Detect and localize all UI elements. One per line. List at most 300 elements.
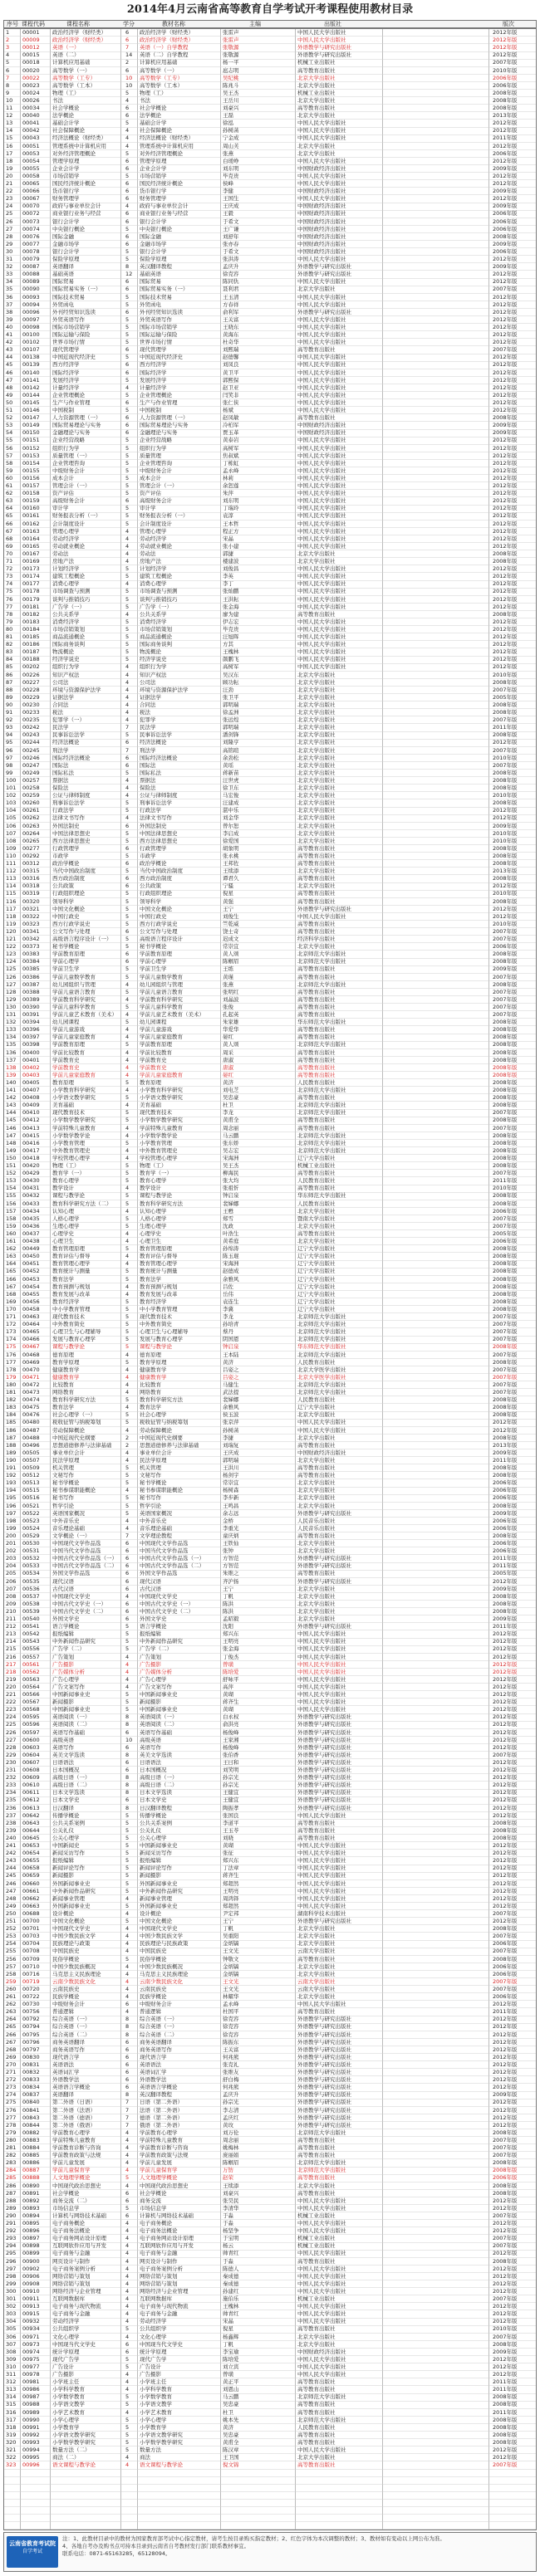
cell-code: 00537 bbox=[22, 1592, 40, 1600]
cell-publisher: 机械工业出版社 bbox=[297, 59, 336, 66]
cell-credit: 6 bbox=[125, 346, 130, 354]
cell-edition: 2012年版 bbox=[493, 51, 518, 59]
cell-credit: 6 bbox=[125, 951, 130, 958]
cell-course: 学前教育心理学 bbox=[52, 2129, 91, 2136]
logo-text-bottom: 自学考试 bbox=[22, 2549, 42, 2554]
cell-edition: 2008年版 bbox=[493, 1048, 518, 1056]
cell-editor: 郑雪 bbox=[223, 1215, 233, 1222]
cell-edition: 2012年版 bbox=[493, 361, 518, 369]
cell-credit: 4 bbox=[125, 1389, 130, 1396]
table-row bbox=[4, 2266, 536, 2273]
cell-code: 00318 bbox=[22, 882, 40, 890]
cell-code: 00076 bbox=[22, 232, 40, 240]
cell-code: 00183 bbox=[22, 618, 40, 625]
cell-credit: 6 bbox=[125, 1743, 130, 1751]
cell-editor: 马云鹏 bbox=[223, 2393, 239, 2401]
table-row bbox=[4, 2432, 536, 2439]
cell-book: 政治学概论 bbox=[140, 860, 167, 867]
cell-no: 26 bbox=[6, 218, 13, 225]
table-row bbox=[4, 1389, 536, 1396]
cell-no: 286 bbox=[6, 2182, 17, 2189]
cell-no: 65 bbox=[6, 512, 13, 520]
table-row bbox=[4, 672, 536, 679]
cell-code: 00989 bbox=[22, 2408, 40, 2416]
cell-code: 00469 bbox=[22, 1358, 40, 1366]
cell-no: 182 bbox=[6, 1396, 17, 1404]
cell-publisher: 中国人民大学出版社 bbox=[297, 565, 346, 573]
cell-no: 130 bbox=[6, 1003, 17, 1010]
cell-code: 00541 bbox=[22, 1623, 40, 1630]
cell-code: 00292 bbox=[22, 852, 40, 859]
cell-editor: 李冀 bbox=[223, 1305, 233, 1312]
cell-edition: 2008年版 bbox=[493, 776, 518, 784]
cell-book: 网络教育 bbox=[140, 1389, 161, 1396]
cell-editor: 王晓东 bbox=[223, 323, 239, 330]
cell-credit: 4 bbox=[125, 1524, 130, 1532]
cell-course: 西方法律思想史 bbox=[52, 837, 91, 844]
cell-editor: 裴娣娜 bbox=[223, 1396, 239, 1404]
cell-edition: 2006年版 bbox=[493, 1238, 518, 1244]
table-row bbox=[4, 1427, 536, 1435]
cell-credit: 5 bbox=[125, 444, 130, 452]
table-row bbox=[4, 1684, 536, 1691]
cell-publisher: 中国财政经济出版社 bbox=[297, 218, 346, 225]
cell-edition: 2012年版 bbox=[493, 1887, 518, 1894]
cell-editor: 钟敬文 bbox=[223, 1955, 239, 1963]
cell-no: 232 bbox=[6, 1774, 17, 1782]
cell-credit: 4 bbox=[125, 134, 130, 142]
cell-book: 秘书参谋职能概论 bbox=[140, 1487, 183, 1494]
cell-code: 00534 bbox=[22, 1570, 40, 1577]
table-row bbox=[4, 755, 536, 762]
table-row bbox=[4, 2363, 536, 2371]
cell-book: 市场信息学 bbox=[140, 2204, 167, 2212]
cell-book: 社会保障概论 bbox=[140, 127, 172, 134]
cell-edition: 2012年版 bbox=[493, 142, 518, 149]
cell-course: 学前儿童游戏 bbox=[52, 1026, 85, 1034]
cell-no: 288 bbox=[6, 2197, 17, 2204]
cell-edition: 2012年版 bbox=[493, 2250, 518, 2257]
cell-no: 237 bbox=[6, 1811, 17, 1819]
cell-course: 新闻评论写作 bbox=[52, 1865, 85, 1872]
cell-edition: 2012年版 bbox=[493, 157, 518, 164]
cell-no: 177 bbox=[6, 1358, 17, 1366]
cell-edition: 2007年版 bbox=[493, 286, 518, 293]
cell-book: 社会学概论 bbox=[140, 105, 167, 111]
cell-editor: 刘豪兴 bbox=[223, 105, 239, 111]
cell-edition: 2006年版 bbox=[493, 218, 518, 225]
cell-code: 00177 bbox=[22, 580, 40, 588]
cell-no: 52 bbox=[6, 414, 13, 422]
cell-code: 00974 bbox=[22, 2348, 40, 2355]
cell-course: 物理（工） bbox=[52, 89, 80, 96]
cell-book: 机关管理 bbox=[140, 1464, 161, 1471]
cell-book: 公关礼仪 bbox=[140, 1826, 161, 1834]
cell-credit: 6 bbox=[125, 195, 130, 203]
cell-credit: 5 bbox=[125, 467, 130, 474]
cell-course: 英语写作 bbox=[52, 1743, 74, 1751]
cell-code: 00792 bbox=[22, 2016, 40, 2023]
cell-editor: 孙树菡 bbox=[223, 127, 239, 134]
cell-edition: 2007年版 bbox=[493, 1124, 518, 1132]
cell-publisher: 高等教育出版社 bbox=[297, 1048, 336, 1056]
cell-no: 69 bbox=[6, 542, 13, 550]
cell-code: 00993 bbox=[22, 2438, 40, 2446]
cell-course: 秘书学概论 bbox=[52, 943, 80, 951]
cell-edition: 2007年版 bbox=[493, 1381, 518, 1388]
cell-edition: 2012年版 bbox=[493, 580, 518, 588]
cell-editor: 赵凤敏 bbox=[223, 414, 239, 422]
cell-edition: 2006年版 bbox=[493, 1479, 518, 1487]
cell-editor: 孙宗光 bbox=[223, 1774, 239, 1782]
cell-publisher: 辽宁大学出版社 bbox=[297, 1260, 336, 1268]
cell-edition: 2008年版 bbox=[493, 1472, 518, 1479]
cell-no: 114 bbox=[6, 882, 17, 890]
cell-publisher: 北京大学出版社 bbox=[297, 943, 336, 951]
table-row bbox=[4, 1759, 536, 1767]
cell-credit: 6 bbox=[125, 37, 130, 44]
table-row bbox=[4, 1230, 536, 1238]
cell-no: 7 bbox=[6, 74, 10, 81]
cell-code: 00608 bbox=[22, 1767, 40, 1773]
cell-credit: 4 bbox=[125, 580, 130, 588]
cell-code: 00611 bbox=[22, 1789, 40, 1796]
cell-credit: 4 bbox=[125, 663, 130, 671]
cell-course: 中国民族史 bbox=[52, 1948, 80, 1955]
cell-credit: 5 bbox=[125, 172, 130, 179]
cell-book: 新闻事业管理 bbox=[140, 1894, 172, 1902]
cell-book: 外国新闻事业史 bbox=[140, 1879, 178, 1887]
cell-publisher: 北京师范大学出版社 bbox=[297, 1146, 346, 1154]
cell-no: 246 bbox=[6, 1879, 17, 1887]
cell-editor: 周采 bbox=[223, 1048, 233, 1056]
cell-course: 文学概论（一） bbox=[52, 1532, 91, 1539]
table-row bbox=[4, 1948, 536, 1955]
cell-editor: 方春祥 bbox=[223, 301, 239, 308]
cell-book: 中外教育简史 bbox=[140, 1321, 172, 1328]
cell-course: 学校管理心理学 bbox=[52, 1154, 91, 1161]
table-row bbox=[4, 127, 536, 134]
cell-code: 00597 bbox=[22, 1728, 40, 1736]
cell-edition: 2012年版 bbox=[493, 490, 518, 497]
cell-book: 资产评估 bbox=[140, 490, 161, 497]
cell-editor: 宁金成 bbox=[223, 134, 239, 142]
cell-book: 英美文学选读 bbox=[140, 1751, 172, 1758]
cell-book: 行政管理学 bbox=[140, 844, 167, 852]
cell-book: 发展经济学 bbox=[140, 376, 167, 384]
cell-editor: 蒋新苗 bbox=[223, 769, 239, 776]
cell-book: 银行会计学 bbox=[140, 218, 167, 225]
cell-credit: 5 bbox=[125, 656, 130, 663]
table-row bbox=[4, 90, 536, 97]
cell-publisher: 中国人民大学出版社 bbox=[297, 1653, 346, 1660]
table-row bbox=[4, 143, 536, 150]
cell-edition: 2009年版 bbox=[493, 2348, 518, 2355]
cell-editor: 吴忠豪 bbox=[223, 2401, 239, 2408]
cell-code: 00100 bbox=[22, 331, 40, 338]
cell-edition: 2012年版 bbox=[493, 2204, 518, 2212]
cell-course: 中国古代文学作品选（一） bbox=[52, 1555, 117, 1562]
cell-credit: 7 bbox=[125, 1532, 130, 1539]
cell-code: 00026 bbox=[22, 96, 40, 104]
table-row bbox=[4, 1615, 536, 1623]
cell-no: 161 bbox=[6, 1238, 17, 1244]
table-row bbox=[4, 324, 536, 331]
cell-course: 马克思主义民族理论 bbox=[52, 1970, 101, 1977]
cell-editor: 金桥 bbox=[223, 1517, 233, 1524]
cell-course: 人文地理学概论 bbox=[52, 2174, 91, 2182]
cell-credit: 4 bbox=[125, 2265, 130, 2272]
cell-publisher: 中国人民大学出版社 bbox=[297, 2318, 346, 2325]
table-row bbox=[4, 989, 536, 996]
cell-course: 广告策划 bbox=[52, 1653, 74, 1660]
cell-course: 网络教育 bbox=[52, 1389, 74, 1396]
cell-credit: 4 bbox=[125, 2310, 130, 2318]
table-row bbox=[4, 709, 536, 716]
table-row bbox=[4, 1963, 536, 1971]
cell-book: 商业银行业务与经营 bbox=[140, 210, 189, 218]
cell-credit: 4 bbox=[125, 558, 130, 565]
cell-no: 83 bbox=[6, 648, 13, 656]
cell-edition: 2008年版 bbox=[493, 1275, 518, 1283]
cell-no: 309 bbox=[6, 2355, 17, 2363]
cell-publisher: 中国人民大学出版社 bbox=[297, 595, 346, 603]
cell-book: 市场营销策划 bbox=[140, 625, 172, 633]
cell-code: 00467 bbox=[22, 1343, 40, 1351]
cell-no: 143 bbox=[6, 1102, 17, 1109]
cell-code: 00373 bbox=[22, 943, 40, 951]
table-row bbox=[4, 2076, 536, 2084]
table-row bbox=[4, 1291, 536, 1298]
table-row bbox=[4, 1601, 536, 1608]
cell-edition: 2012年版 bbox=[493, 1918, 518, 1924]
cell-no: 112 bbox=[6, 868, 17, 875]
cell-code: 00387 bbox=[22, 980, 40, 988]
cell-editor: 周念丽 bbox=[223, 2136, 239, 2143]
header-book: 教材名称 bbox=[162, 21, 185, 27]
cell-credit: 4 bbox=[125, 1404, 130, 1411]
cell-publisher: 中国人民大学出版社 bbox=[297, 656, 346, 663]
cell-credit: 4 bbox=[125, 1026, 130, 1034]
cell-publisher: 高等教育出版社 bbox=[297, 1570, 336, 1577]
cell-course: 国际贸易 bbox=[52, 278, 74, 286]
cell-code: 00154 bbox=[22, 459, 40, 467]
cell-edition: 2012年版 bbox=[493, 542, 518, 550]
cell-book: 中外新闻作品研究 bbox=[140, 1638, 183, 1645]
cell-code: 00513 bbox=[22, 1479, 40, 1487]
cell-publisher: 外语教学与研究出版社 bbox=[297, 1782, 351, 1789]
cell-edition: 2008年版 bbox=[493, 897, 518, 905]
cell-publisher: 外语教学与研究出版社 bbox=[297, 1509, 351, 1517]
cell-book: 人力资源管理（一） bbox=[140, 414, 189, 422]
cell-course: 发展经济学 bbox=[52, 376, 80, 384]
cell-editor: 徐爱国 bbox=[223, 837, 239, 844]
cell-publisher: 高等教育出版社 bbox=[297, 1472, 336, 1479]
cell-course: 外国新闻事业史 bbox=[52, 1902, 91, 1909]
cell-edition: 2008年版 bbox=[493, 2438, 518, 2446]
cell-course: 税法 bbox=[52, 709, 63, 716]
cell-book: 中外音乐史 bbox=[140, 1517, 167, 1524]
cell-code: 00463 bbox=[22, 1313, 40, 1320]
cell-credit: 5 bbox=[125, 936, 130, 942]
table-row bbox=[4, 2039, 536, 2046]
cell-editor: 蔡丹 bbox=[223, 1328, 233, 1336]
cell-edition: 2011年版 bbox=[493, 2378, 518, 2386]
cell-code: 00174 bbox=[22, 573, 40, 580]
table-row bbox=[4, 2016, 536, 2023]
cell-no: 118 bbox=[6, 912, 17, 920]
table-row bbox=[4, 2129, 536, 2137]
cell-no: 260 bbox=[6, 1985, 17, 1992]
cell-course: 电子商务与现代物流 bbox=[52, 2303, 101, 2310]
cell-editor: 杜卫 bbox=[223, 1102, 233, 1109]
cell-no: 189 bbox=[6, 1449, 17, 1456]
cell-editor: 焦叔斌 bbox=[223, 452, 239, 459]
cell-code: 00450 bbox=[22, 1253, 40, 1260]
cell-no: 135 bbox=[6, 1041, 17, 1048]
cell-publisher: 中国人民大学出版社 bbox=[297, 1865, 346, 1872]
cell-code: 00795 bbox=[22, 2031, 40, 2038]
cell-publisher: 北京师范大学出版社 bbox=[297, 1109, 346, 1117]
cell-edition: 2012年版 bbox=[493, 195, 518, 203]
cell-publisher: 北京大学出版社 bbox=[297, 686, 336, 693]
cell-code: 00403 bbox=[22, 1071, 40, 1078]
cell-code: 00431 bbox=[22, 1185, 40, 1192]
cell-edition: 2007年版 bbox=[493, 716, 518, 724]
cell-course: 国际经济学 bbox=[52, 369, 80, 376]
cell-code: 00533 bbox=[22, 1562, 40, 1570]
cell-no: 53 bbox=[6, 422, 13, 429]
cell-no: 150 bbox=[6, 1154, 17, 1161]
cell-publisher: 中国人民大学出版社 bbox=[297, 369, 346, 376]
table-row bbox=[4, 588, 536, 595]
table-row bbox=[4, 2114, 536, 2122]
cell-code: 00994 bbox=[22, 2446, 40, 2453]
cell-credit: 4 bbox=[125, 1260, 130, 1268]
cell-edition: 2012年版 bbox=[493, 2076, 518, 2084]
cell-no: 274 bbox=[6, 2091, 17, 2099]
table-row bbox=[4, 1215, 536, 1223]
cell-editor: 林耀华 bbox=[223, 1993, 239, 2000]
table-row bbox=[4, 906, 536, 913]
cell-code: 00644 bbox=[22, 1826, 40, 1834]
table-row bbox=[4, 437, 536, 444]
cell-editor: 张敬源 bbox=[223, 51, 239, 59]
cell-publisher: 中国人民大学出版社 bbox=[297, 2355, 346, 2363]
cell-no: 131 bbox=[6, 1011, 17, 1018]
cell-editor: 徐孟洲 bbox=[223, 709, 239, 716]
cell-credit: 5 bbox=[125, 1268, 130, 1275]
cell-edition: 2013年版 bbox=[493, 868, 518, 875]
cell-publisher: 高等教育出版社 bbox=[297, 1056, 336, 1063]
cell-course: 学前教育原理 bbox=[52, 951, 85, 958]
cell-course: 教学设计 bbox=[52, 1185, 74, 1192]
cell-course: 基础会计学 bbox=[52, 120, 80, 127]
cell-publisher: 中国人民大学出版社 bbox=[297, 1887, 346, 1894]
cell-credit: 8 bbox=[125, 263, 130, 271]
table-row bbox=[4, 2023, 536, 2031]
cell-credit: 6 bbox=[125, 105, 130, 111]
cell-no: 111 bbox=[6, 860, 17, 867]
cell-credit: 5 bbox=[125, 1691, 130, 1698]
cell-course: 课程与教学论 bbox=[52, 1192, 85, 1200]
cell-code: 00020 bbox=[22, 66, 40, 74]
cell-publisher: 中国财政经济出版社 bbox=[297, 429, 346, 437]
cell-credit: 6 bbox=[125, 754, 130, 761]
table-row bbox=[4, 218, 536, 226]
cell-course: 劳动经济学 bbox=[52, 535, 80, 542]
cell-publisher: 北京大学出版社 bbox=[297, 1547, 336, 1555]
cell-code: 00529 bbox=[22, 1532, 40, 1539]
cell-code: 00437 bbox=[22, 1229, 40, 1237]
cell-editor: 李捷 bbox=[223, 1434, 233, 1441]
cell-code: 00341 bbox=[22, 927, 40, 935]
cell-publisher: 高等教育出版社 bbox=[297, 1819, 336, 1826]
table-row bbox=[4, 2152, 536, 2159]
cell-publisher: 北京师范大学出版社 bbox=[297, 1087, 346, 1093]
cell-editor: 孙树菡 bbox=[223, 1426, 239, 1434]
cell-edition: 2012年版 bbox=[493, 2069, 518, 2075]
cell-editor: 张雷声 bbox=[223, 37, 239, 44]
cell-code: 00704 bbox=[22, 1940, 40, 1948]
cell-course: 刑事诉讼法学 bbox=[52, 799, 85, 807]
cell-book: 日本文学史 bbox=[140, 1796, 167, 1804]
cell-editor: 何兆熊 bbox=[223, 2053, 239, 2060]
cell-no: 277 bbox=[6, 2114, 17, 2121]
cell-course: 教育发展与改革 bbox=[52, 1290, 91, 1298]
cell-no: 28 bbox=[6, 232, 13, 240]
cell-publisher: 中国人民大学出版社 bbox=[297, 625, 346, 633]
cell-no: 210 bbox=[6, 1607, 17, 1615]
cell-edition: 2012年版 bbox=[493, 1653, 518, 1660]
cell-book: 中外教育管理史 bbox=[140, 1146, 178, 1154]
cell-credit: 4 bbox=[125, 550, 130, 557]
cell-code: 00389 bbox=[22, 995, 40, 1003]
cell-no: 304 bbox=[6, 2318, 17, 2325]
table-row bbox=[4, 2250, 536, 2257]
cell-course: 企业经营战略 bbox=[52, 437, 85, 444]
cell-book: 中国法律思想史 bbox=[140, 829, 178, 837]
cell-publisher: 北京大学出版社 bbox=[297, 829, 336, 837]
cell-edition: 2012年版 bbox=[493, 120, 518, 127]
cell-editor: 迟成文 bbox=[223, 936, 239, 942]
cell-edition: 2012年版 bbox=[493, 467, 518, 474]
cell-no: 239 bbox=[6, 1826, 17, 1834]
cell-code: 00844 bbox=[22, 2121, 40, 2129]
cell-publisher: 外语教学与研究出版社 bbox=[297, 2076, 351, 2084]
cell-course: 第二外语（德语） bbox=[52, 2114, 96, 2121]
table-row bbox=[4, 1638, 536, 1645]
cell-edition: 2008年版 bbox=[493, 2159, 518, 2167]
cell-publisher: 外语教学与研究出版社 bbox=[297, 1721, 351, 1728]
cell-credit: 5 bbox=[125, 799, 130, 807]
table-row bbox=[4, 497, 536, 505]
cell-credit: 5 bbox=[125, 1842, 130, 1849]
cell-editor: 刘笑明 bbox=[223, 1767, 239, 1773]
cell-editor: 刘豪兴 bbox=[223, 2189, 239, 2197]
cell-editor: 吕佐 bbox=[223, 1283, 233, 1290]
cell-no: 313 bbox=[6, 2386, 17, 2393]
cell-book: 物流概论 bbox=[140, 648, 161, 656]
table-row bbox=[4, 1518, 536, 1525]
cell-publisher: 外语教学与研究出版社 bbox=[297, 1555, 351, 1562]
cell-edition: 2012年版 bbox=[493, 656, 518, 663]
cell-publisher: 高等教育出版社 bbox=[297, 1185, 336, 1192]
cell-edition: 2008年版 bbox=[493, 1087, 518, 1093]
table-row bbox=[4, 1767, 536, 1774]
cell-editor: 张俊 bbox=[223, 1003, 233, 1010]
cell-credit: 6 bbox=[125, 188, 130, 195]
